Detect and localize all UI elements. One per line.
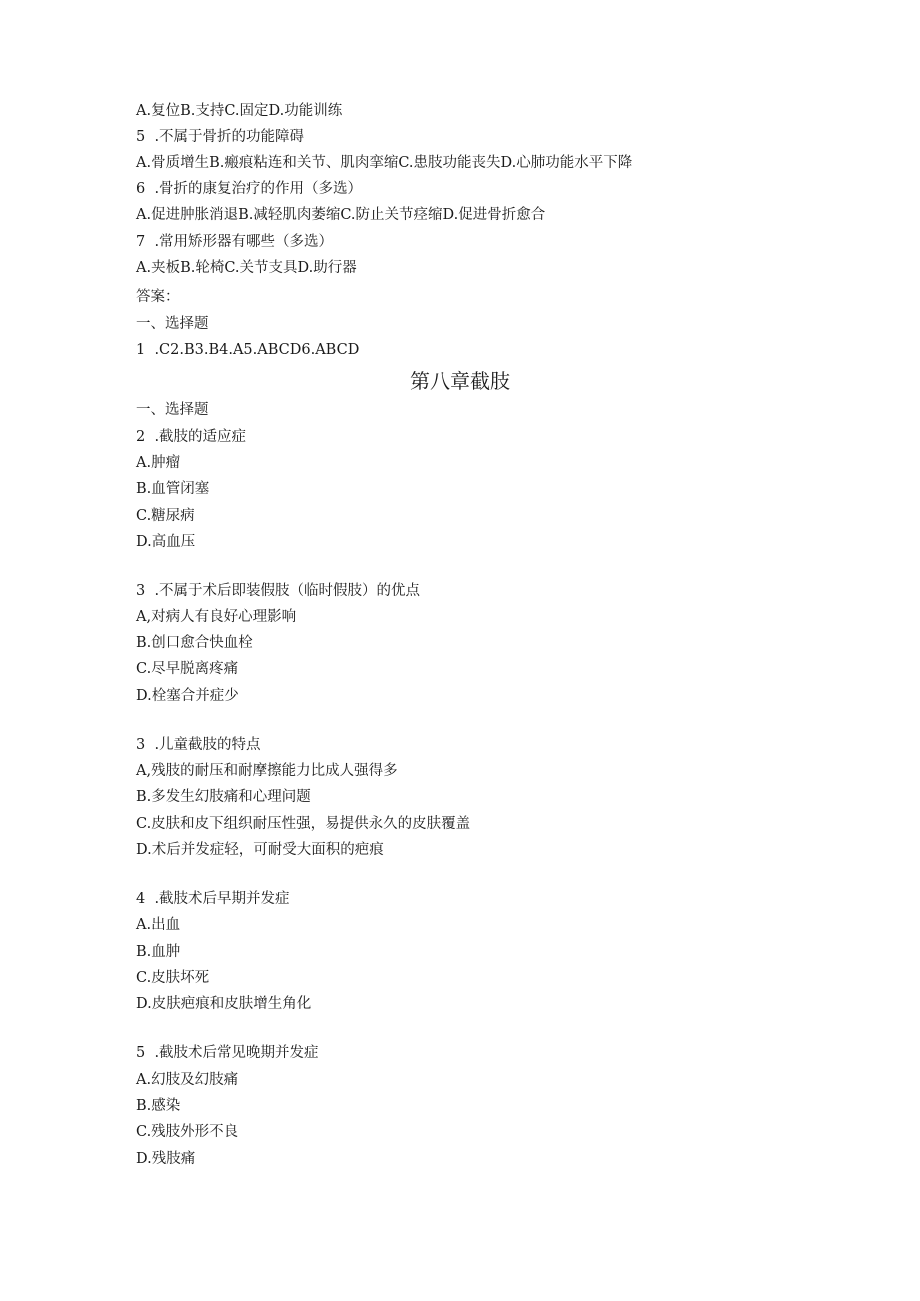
chapter-section-heading: 一、选择题 bbox=[136, 402, 209, 418]
option-d: D.残肢痛 bbox=[136, 1151, 196, 1167]
option-d: D.高血压 bbox=[136, 534, 196, 550]
answer-section-heading: 一、选择题 bbox=[136, 316, 209, 332]
q6-stem: 6 .骨折的康复治疗的作用（多选） bbox=[136, 181, 363, 197]
question-stem: 4 .截肢术后早期并发症 bbox=[136, 891, 290, 907]
option-a: A.出血 bbox=[136, 917, 181, 933]
option-c: C.皮肤坏死 bbox=[136, 970, 210, 986]
q4-options: A.复位B.支持C.固定D.功能训练 bbox=[136, 103, 343, 119]
q5-options: A.骨质增生B.瘢痕粘连和关节、肌肉挛缩C.患肢功能丧失D.心肺功能水平下降 bbox=[136, 155, 633, 171]
option-c: C.皮肤和皮下组织耐压性强，易提供永久的皮肤覆盖 bbox=[136, 816, 471, 832]
option-b: B.血肿 bbox=[136, 944, 181, 960]
option-b: B.血管闭塞 bbox=[136, 481, 210, 497]
option-a: A.幻肢及幻肢痛 bbox=[136, 1072, 239, 1088]
option-c: C.糖尿病 bbox=[136, 508, 195, 524]
option-b: B.创口愈合快血栓 bbox=[136, 635, 253, 651]
question-stem: 3 .不属于术后即装假肢（临时假肢）的优点 bbox=[136, 583, 421, 599]
option-d: D.栓塞合并症少 bbox=[136, 688, 239, 704]
option-b: B.多发生幻肢痛和心理问题 bbox=[136, 789, 311, 805]
option-d: D.皮肤疤痕和皮肤增生角化 bbox=[136, 996, 312, 1012]
answer-heading: 答案： bbox=[136, 289, 180, 305]
q7-options: A.夹板B.轮椅C.关节支具D.助行器 bbox=[136, 260, 357, 276]
question-stem: 3 .儿童截肢的特点 bbox=[136, 737, 261, 753]
q6-options: A.促进肿胀消退B.减轻肌肉萎缩C.防止关节痉缩D.促进骨折愈合 bbox=[136, 207, 546, 223]
option-c: C.残肢外形不良 bbox=[136, 1124, 239, 1140]
option-c: C.尽早脱离疼痛 bbox=[136, 661, 239, 677]
answer-line: 1 .C2.B3.B4.A5.ABCD6.ABCD bbox=[136, 342, 360, 358]
option-a: A.肿瘤 bbox=[136, 455, 181, 471]
option-a: A,对病人有良好心理影响 bbox=[136, 609, 297, 625]
q5-stem: 5 .不属于骨折的功能障碍 bbox=[136, 129, 305, 145]
q7-stem: 7 .常用矫形器有哪些（多选） bbox=[136, 234, 334, 250]
question-stem: 2 .截肢的适应症 bbox=[136, 429, 247, 445]
option-b: B.感染 bbox=[136, 1098, 181, 1114]
option-d: D.术后并发症轻，可耐受大面积的疤痕 bbox=[136, 842, 384, 858]
question-stem: 5 .截肢术后常见晚期并发症 bbox=[136, 1045, 319, 1061]
option-a: A,残肢的耐压和耐摩擦能力比成人强得多 bbox=[136, 763, 398, 779]
chapter-title: 第八章截肢 bbox=[410, 369, 510, 393]
